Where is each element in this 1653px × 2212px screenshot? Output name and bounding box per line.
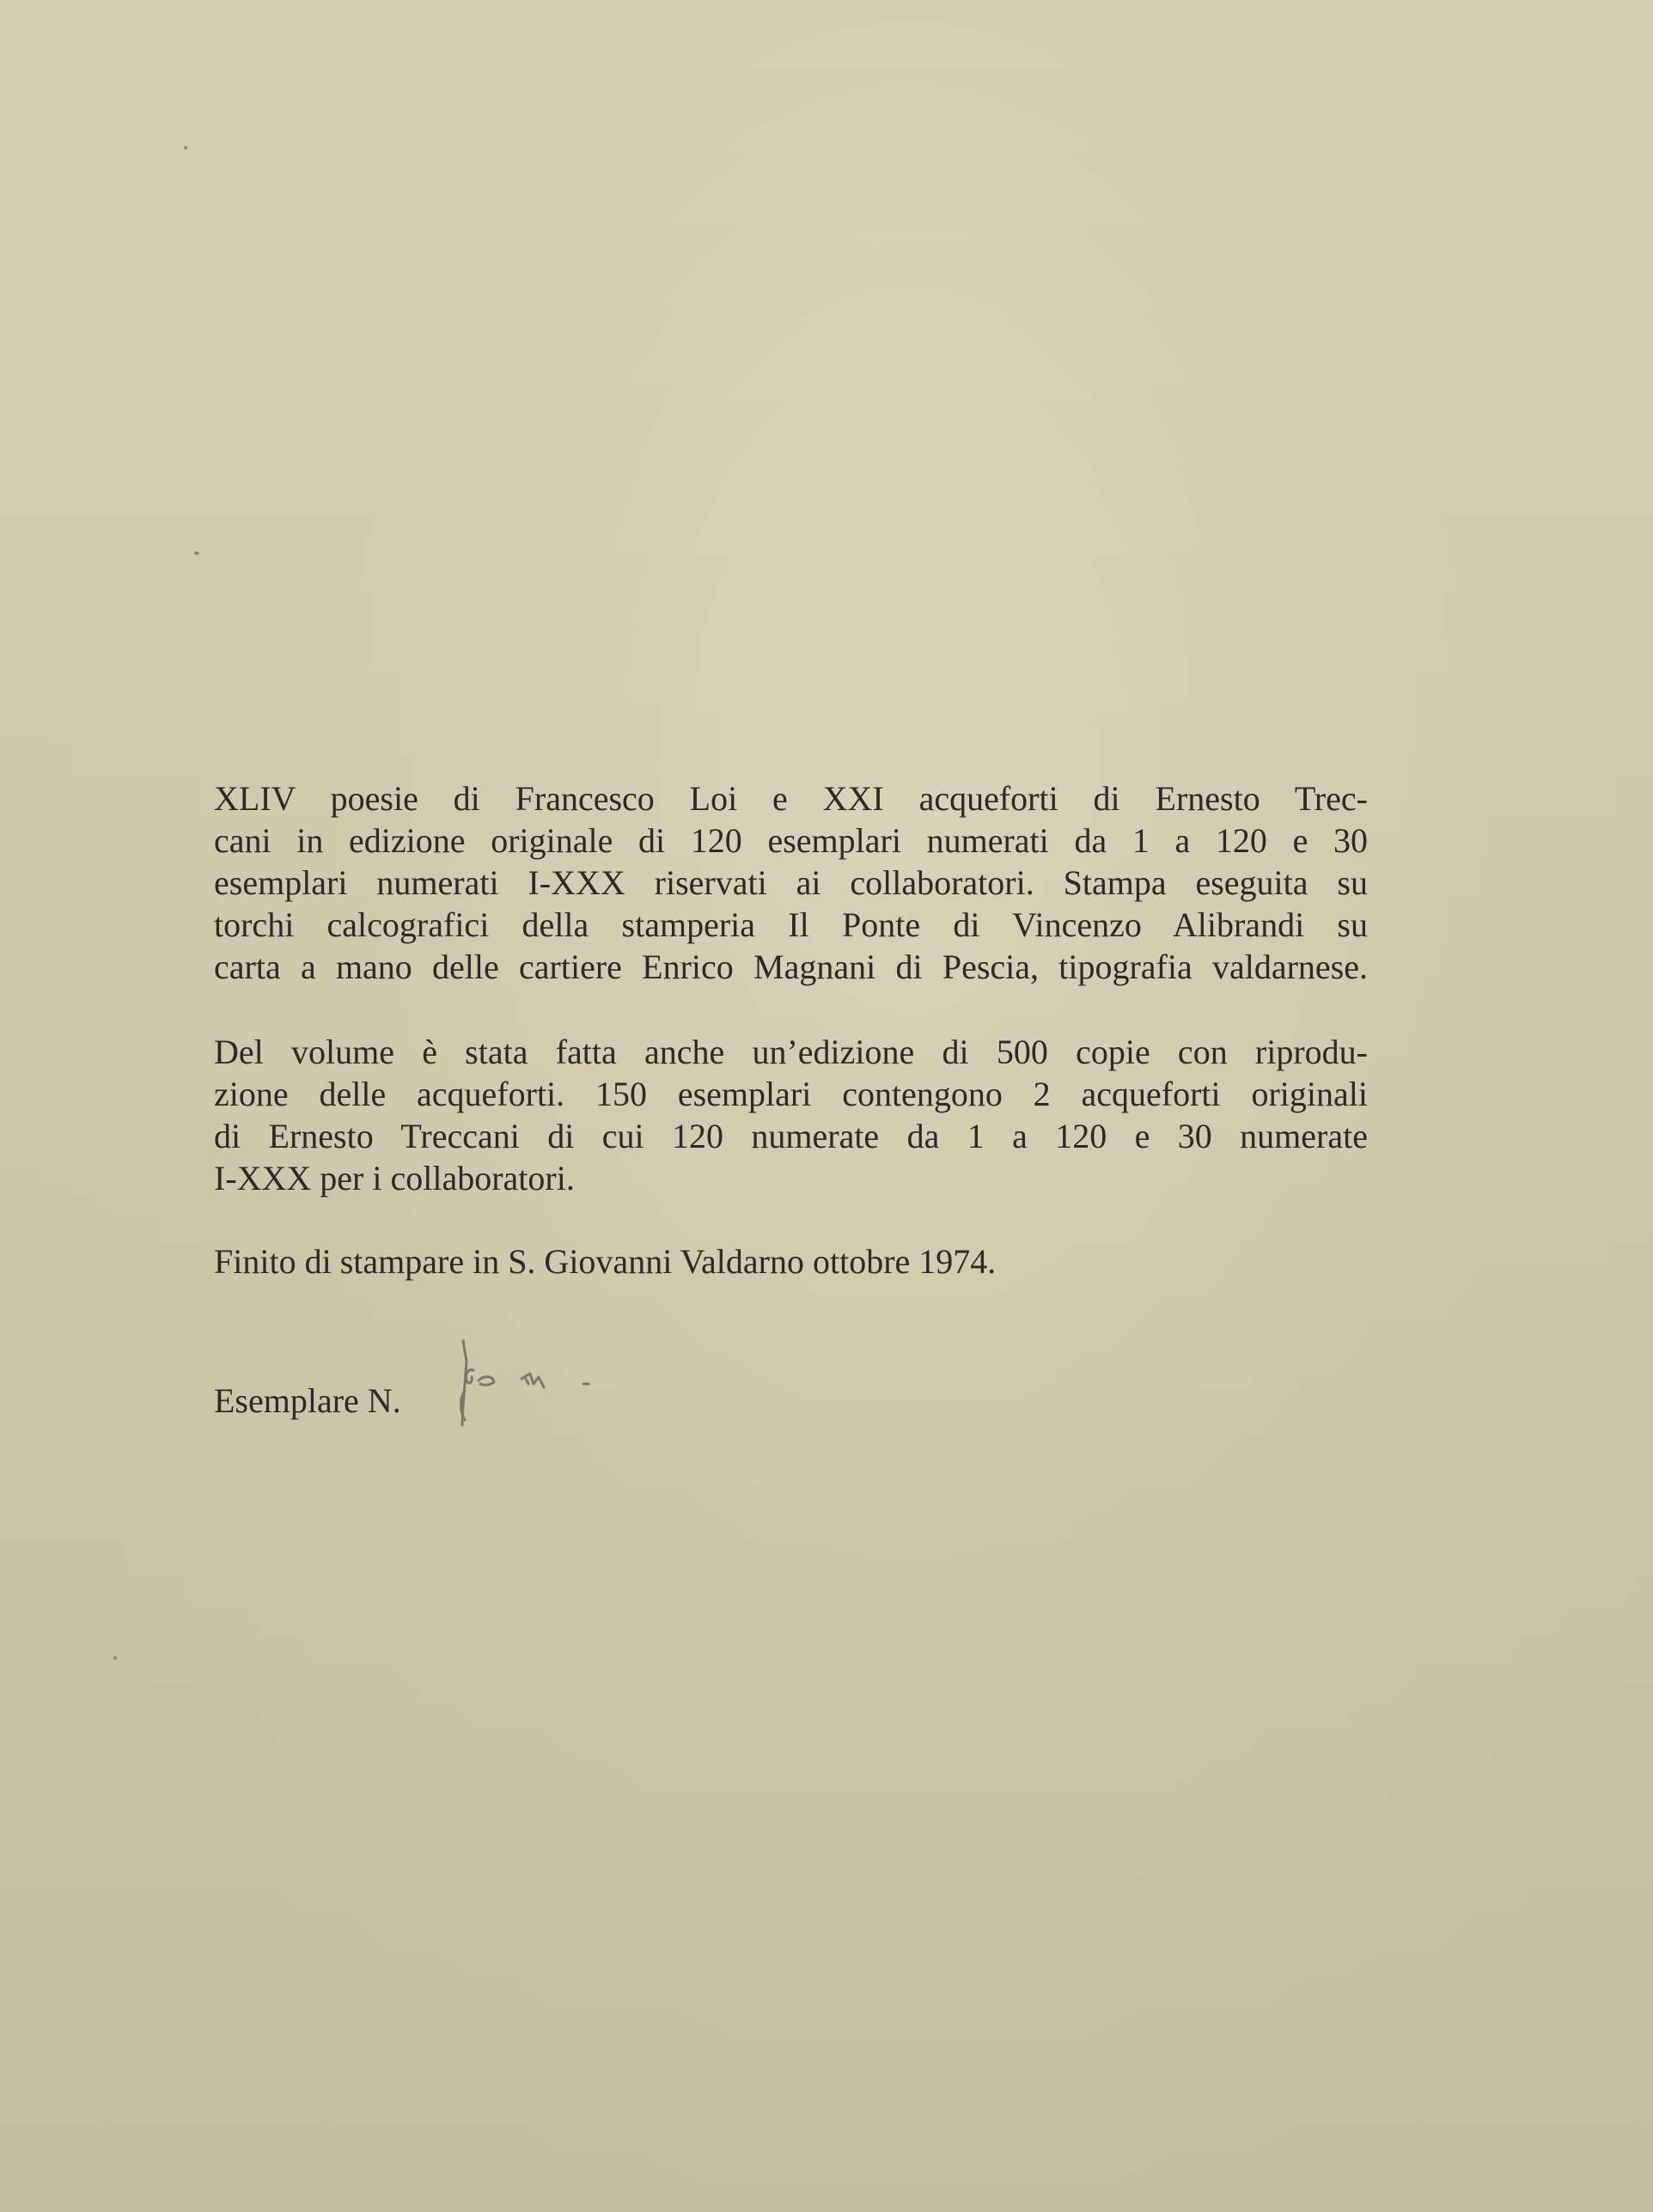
printing-note-line: Finito di stampare in S. Giovanni Valdarno ottobre 1974. <box>214 1242 997 1281</box>
paragraph-spacer <box>214 988 1368 1031</box>
edition-line-2: cani in edizione originale di 120 esemplari numerati da 1 a 120 e 30 <box>214 821 1368 860</box>
copy-number-row <box>214 1362 1368 1439</box>
edition-line-1: XLIV poesie di Francesco Loi e XXI acqueforti di Ernesto Trec- <box>214 779 1368 818</box>
paper-speck <box>194 551 199 555</box>
edition-line-4: torchi calcografici della stamperia Il Ponte di Vincenzo Alibrandi su <box>214 905 1368 944</box>
printing-note <box>214 1240 1368 1283</box>
paragraph-spacer <box>214 1199 1368 1240</box>
handwritten-copy-number <box>454 1336 609 1439</box>
edition-line-3: esemplari numerati I-XXX riservati ai collaboratori. Stampa eseguita su <box>214 863 1368 902</box>
reproduction-line-4: I-XXX per i collaboratori. <box>214 1159 575 1197</box>
reproduction-line-3: di Ernesto Treccani di cui 120 numerate da 1 a 120 e 30 numerate <box>214 1117 1368 1155</box>
reproduction-paragraph <box>214 1031 1368 1199</box>
colophon <box>214 777 1368 1439</box>
copy-number-label: Esemplare N. <box>214 1380 401 1420</box>
paragraph-spacer <box>214 1283 1368 1362</box>
edition-paragraph <box>214 777 1368 988</box>
reproduction-line-1: Del volume è stata fatta anche un’edizione di 500 copie con riprodu- <box>214 1033 1368 1071</box>
reproduction-line-2: zione delle acqueforti. 150 esemplari contengono 2 acqueforti originali <box>214 1075 1368 1113</box>
paper-speck <box>113 1656 117 1660</box>
edition-line-5: carta a mano delle cartiere Enrico Magnani di Pescia, tipografia valdarnese. <box>214 948 1368 986</box>
paper-speck <box>184 146 187 149</box>
